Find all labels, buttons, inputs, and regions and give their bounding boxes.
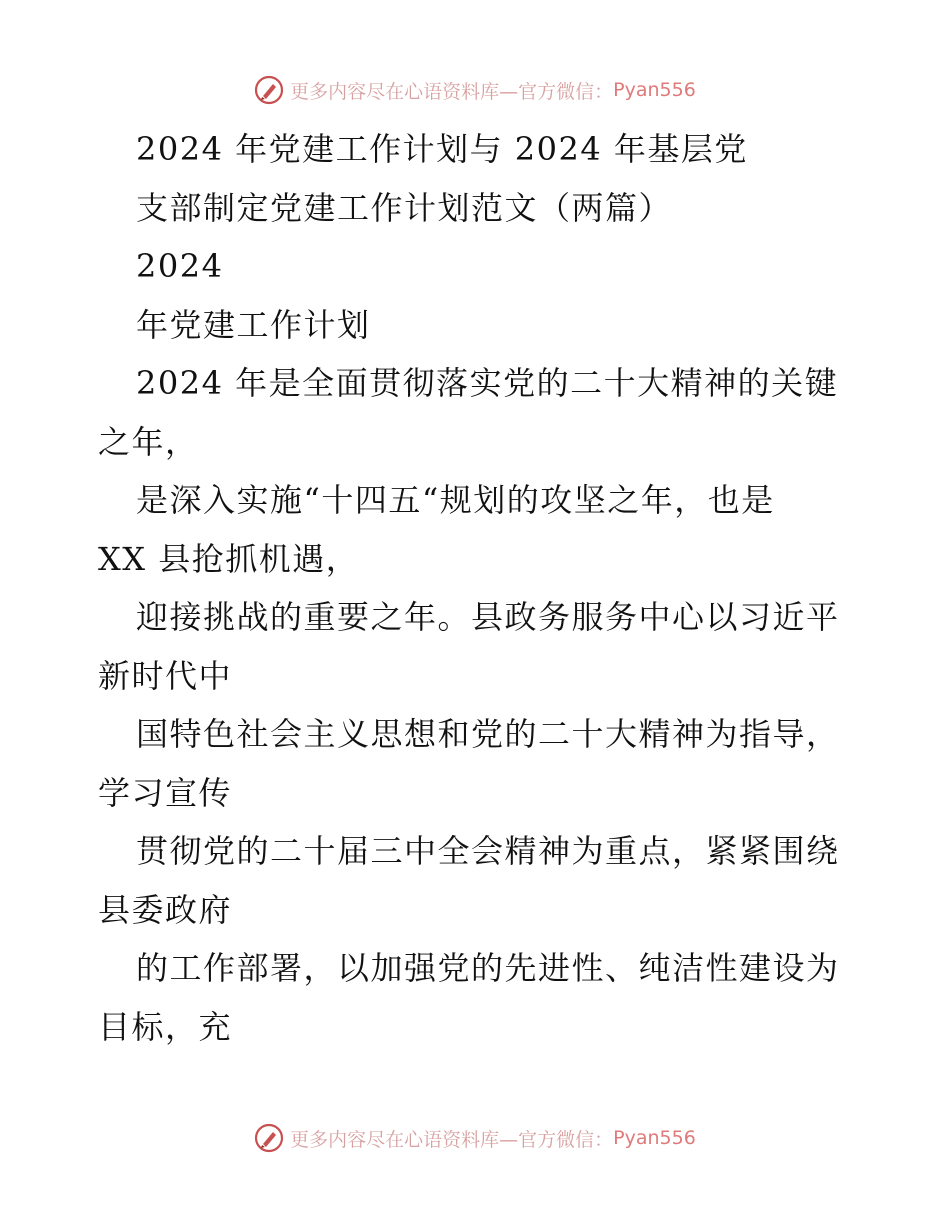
document-line: 贯彻党的二十届三中全会精神为重点，紧紧围绕: [136, 832, 840, 870]
footer-watermark: [0, 1118, 950, 1158]
document-line: 2024 年党建工作计划与 2024 年基层党: [136, 130, 748, 168]
document-line: 迎接挑战的重要之年。县政务服务中心以习近平: [136, 598, 840, 636]
header-watermark: [0, 70, 950, 110]
watermark-text: 更多内容尽在心语资料库—官方微信：: [290, 80, 614, 103]
document-line: 新时代中: [98, 656, 233, 695]
document-line: 是深入实施“十四五“规划的攻坚之年，也是: [136, 481, 775, 519]
watermark-text: 更多内容尽在心语资料库—官方微信：: [290, 1128, 614, 1151]
document-line: 支部制定党建工作计划范文（两篇）: [136, 188, 673, 227]
document-body: [98, 120, 858, 1056]
pen-logo-icon: [254, 1123, 284, 1153]
document-line: 学习宣传: [98, 773, 233, 812]
document-line: XX 县抢抓机遇，: [98, 539, 360, 578]
watermark-id: Pyan556: [613, 79, 696, 101]
document-line: 之年，: [98, 422, 199, 461]
watermark-id: Pyan556: [613, 1127, 696, 1149]
document-line: 年党建工作计划: [136, 305, 371, 344]
document-line: 的工作部署，以加强党的先进性、纯洁性建设为: [136, 949, 840, 987]
document-line: 2024: [136, 247, 224, 285]
document-line: 县委政府: [98, 890, 233, 929]
pen-logo-icon: [254, 75, 284, 105]
document-line: 目标，充: [98, 1007, 233, 1046]
document-line: 2024 年是全面贯彻落实党的二十大精神的关键: [136, 364, 839, 402]
document-line: 国特色社会主义思想和党的二十大精神为指导，: [136, 715, 840, 753]
